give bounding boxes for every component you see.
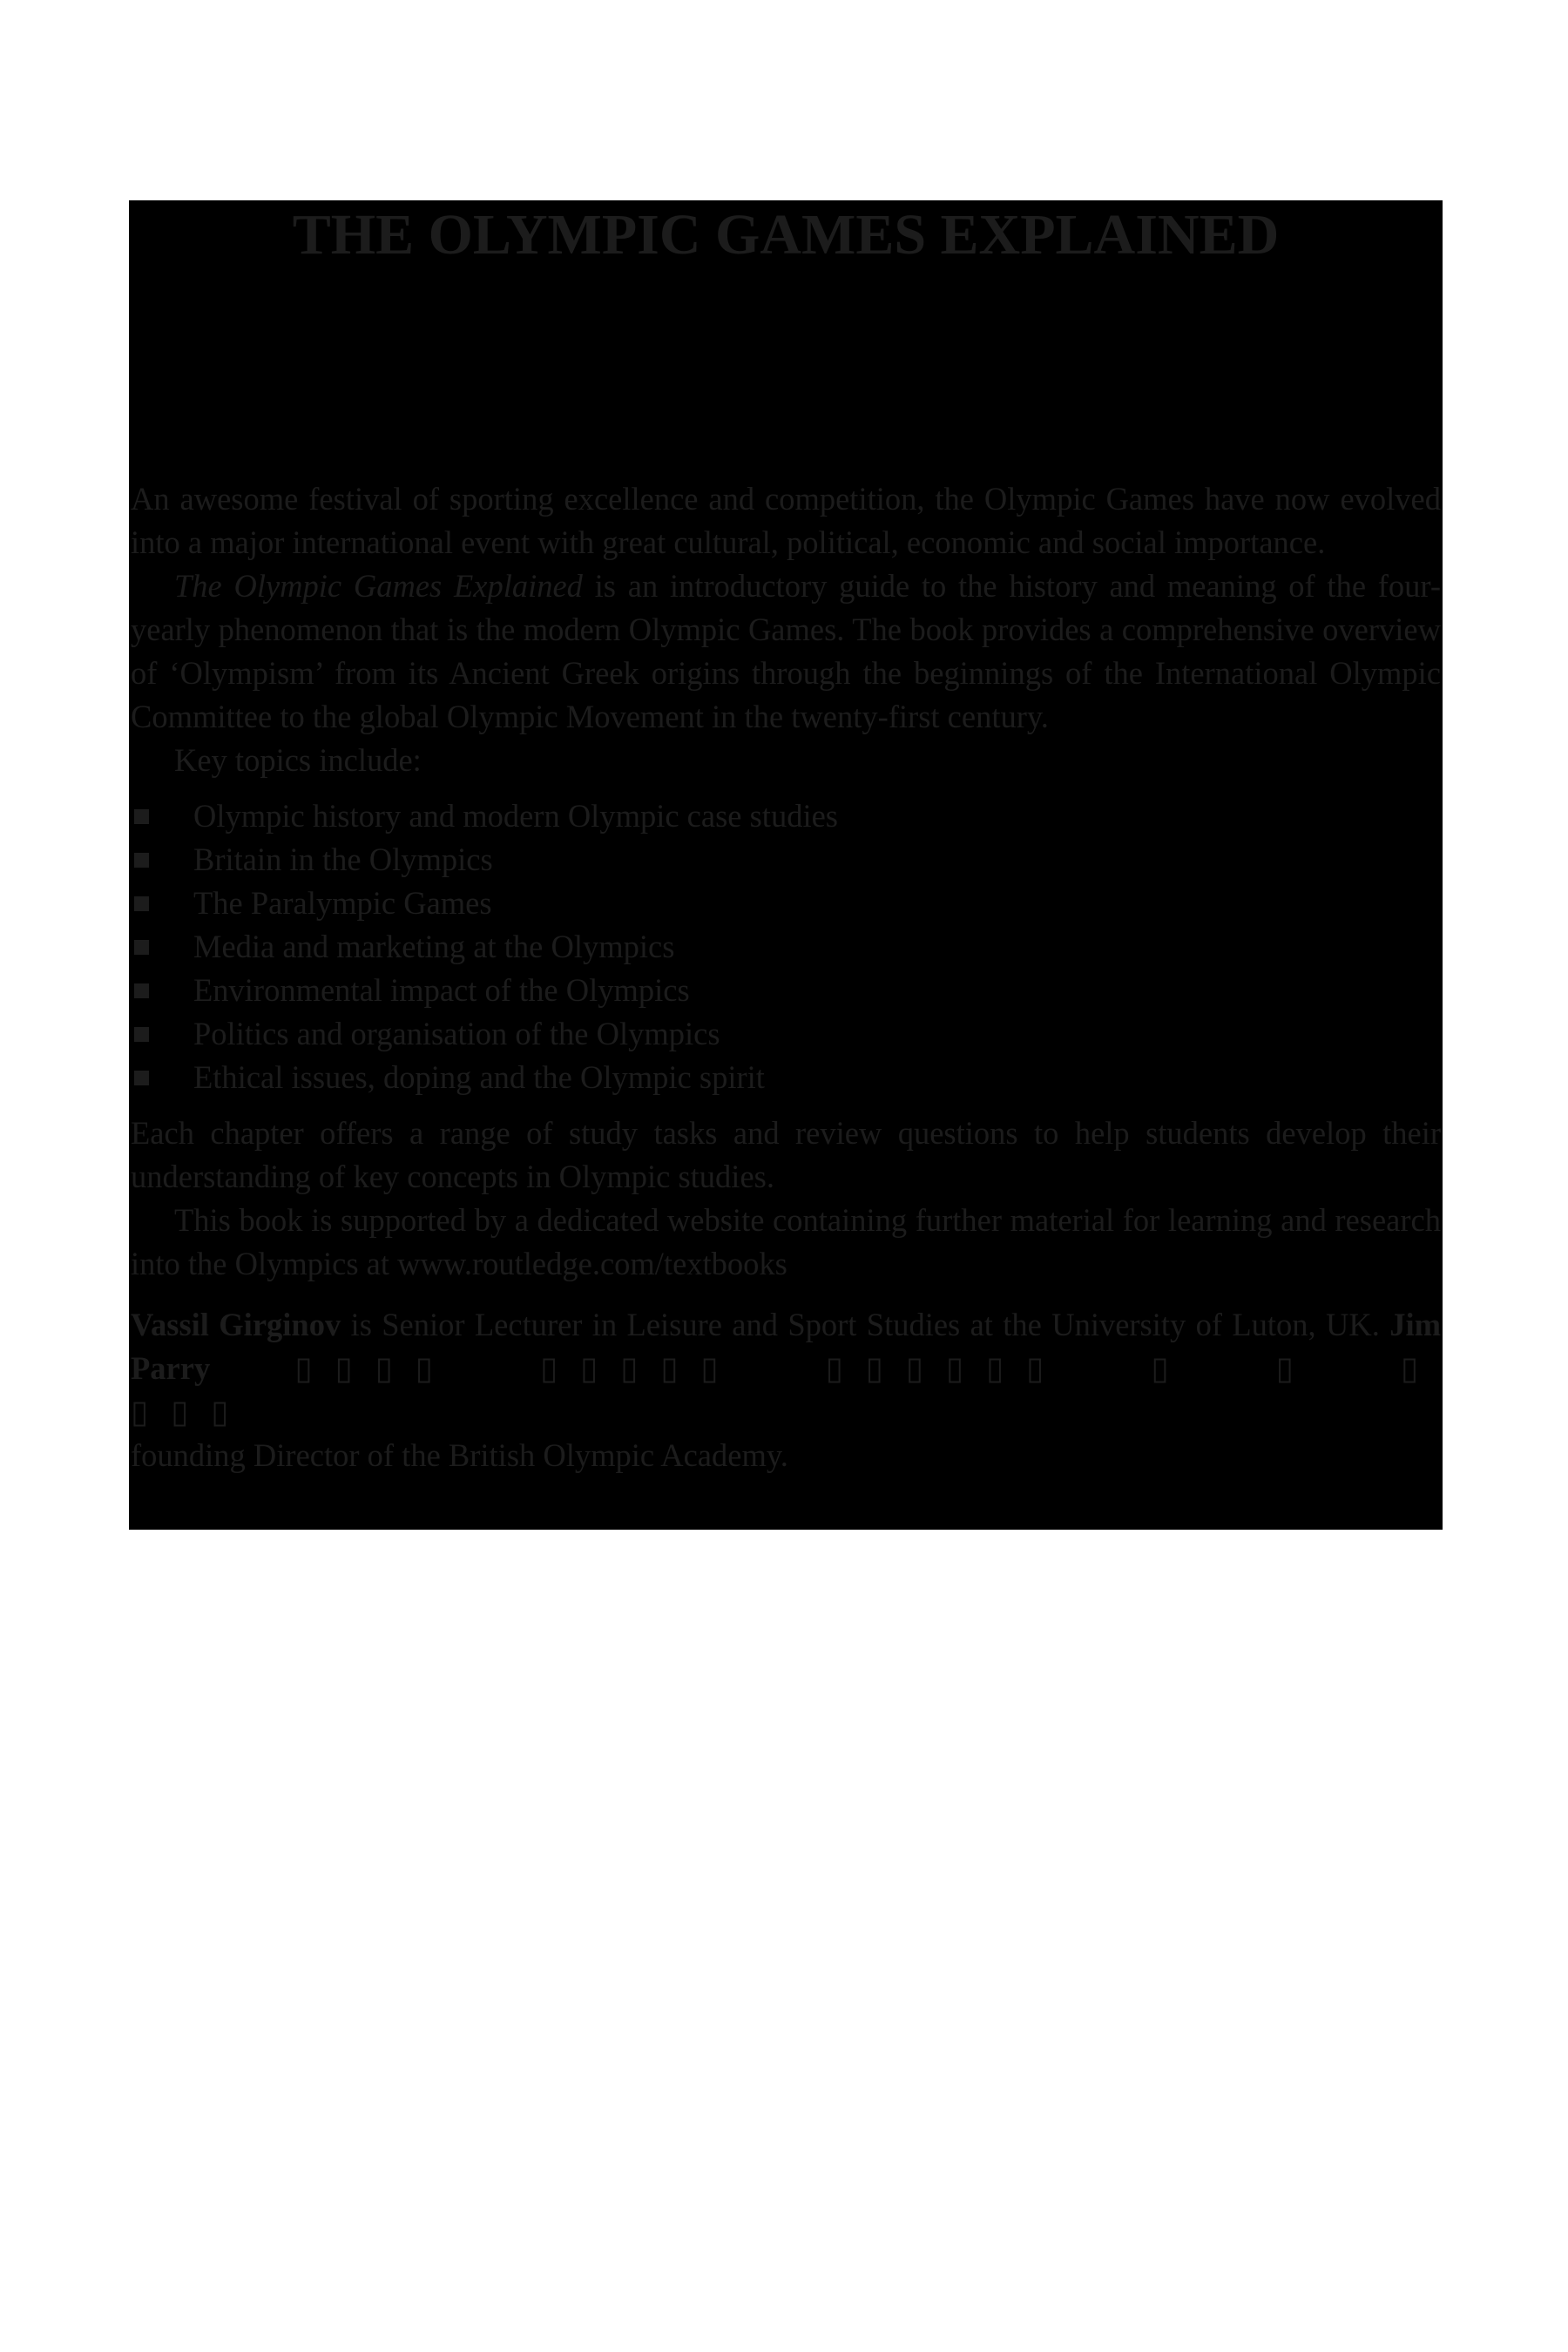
intro-paragraph: An awesome festival of sporting excellence and competition, the Olympic Games have now evolved into a major international event with great cultural, political, economic and social importance. — [131, 481, 1441, 560]
description-book-title: The Olympic Games Explained — [174, 568, 583, 604]
square-bullet-icon — [134, 940, 149, 955]
list-item — [131, 882, 1441, 925]
topics-list — [131, 794, 1441, 1099]
topic-text: Media and marketing at the Olympics — [193, 929, 675, 964]
topic-text: The Paralympic Games — [193, 885, 492, 921]
cover-text — [131, 477, 1441, 1477]
topic-text: Britain in the Olympics — [193, 841, 493, 877]
square-bullet-icon — [134, 1027, 149, 1042]
author2-garbled-text: ▯▯▯▯ ▯▯▯▯▯ ▯▯▯▯▯▯ ▯ ▯ ▯ ▯▯▯ — [131, 1350, 1441, 1429]
topic-text: Olympic history and modern Olympic case studies — [193, 798, 838, 834]
list-item — [131, 838, 1441, 882]
topic-text: Ethical issues, doping and the Olympic spirit — [193, 1059, 765, 1095]
list-item — [131, 794, 1441, 838]
topic-text: Politics and organisation of the Olympics — [193, 1016, 720, 1051]
author1-bio: is Senior Lecturer in Leisure and Sport Studies at the University of Luton, UK. — [341, 1307, 1390, 1342]
square-bullet-icon — [134, 809, 149, 824]
square-bullet-icon — [134, 896, 149, 911]
list-item — [131, 1056, 1441, 1099]
topics-intro: Key topics include: — [174, 742, 422, 778]
description-text: is an introductory guide to the history and meaning of the four-yearly phenomenon that is the modern Olympic Games. The book provides a comprehensive overview of ‘Olympism’ from its Ancient Greek origins through the beginnings of the International Olympic Committee to the global Olympic Movement in the twenty-first century. — [131, 568, 1441, 734]
author-bio-paragraph — [131, 1303, 1441, 1477]
website-paragraph: This book is supported by a dedicated website containing further material for learning and research into the Olympics at www.routledge.com/textbooks — [131, 1202, 1441, 1281]
list-item — [131, 1012, 1441, 1056]
square-bullet-icon — [134, 983, 149, 998]
topic-text: Environmental impact of the Olympics — [193, 972, 690, 1008]
chapter-paragraph: Each chapter offers a range of study tasks and review questions to help students develop their understanding of key concepts in Olympic studies. — [131, 1115, 1441, 1194]
author2-name: Jim Parry — [131, 1307, 1441, 1386]
back-cover-panel — [129, 200, 1443, 1530]
author2-bio-end: founding Director of the British Olympic Academy. — [131, 1437, 788, 1473]
author1-name: Vassil Girginov — [131, 1307, 341, 1342]
list-item — [131, 925, 1441, 969]
list-item — [131, 969, 1441, 1012]
square-bullet-icon — [134, 1071, 149, 1085]
description-paragraph — [131, 564, 1441, 739]
square-bullet-icon — [134, 853, 149, 868]
book-title: THE OLYMPIC GAMES EXPLAINED — [292, 203, 1280, 267]
